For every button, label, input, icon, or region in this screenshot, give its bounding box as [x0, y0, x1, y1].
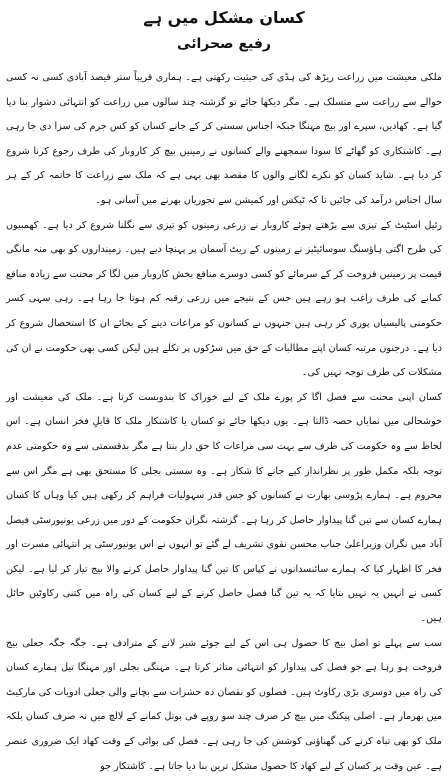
article-author: رفیع صحرائی	[177, 36, 271, 52]
article-paragraph: ملکی معیشت میں زراعت ریڑھ کی ہڈی کی حیثیت رکھتی ہے۔ ہماری قریباً ستر فیصد آبادی کسی نہ کسی حوالے سے زراعت سے منسلک ہے۔ مگر دیکھا جائے تو گزشتہ چند سالوں میں زراعت کو انتہائی دشوار بنا دیا گیا ہے۔ کھادیں، سپرے اور بیج مہنگا جبکہ اجناس سستی کر کے جانے کسان کو کس جرم کی سزا دی جا رہی ہے۔ کاشتکاری کو گھاٹے کا سودا سمجھنے والے کسانوں نے زمینیں بیچ کر کاروبار کی طرف رجوع کرنا شروع کر دیا ہے۔ شاید کسان کو نکرے لگانے والوں کا مقصد بھی یہی ہے کہ ملک سے زراعت کا خاتمہ کر کے ہر سال اجناس درآمد کی جائیں تا کہ ٹیکس اور کمیشن سے تجوریاں بھرنے میں آسانی ہو۔	[6, 72, 442, 206]
article-title: کسان مشکل میں ہے	[143, 8, 305, 27]
article-body	[6, 66, 442, 779]
article-paragraph: رئیل اسٹیٹ کے تیزی سے بڑھتے ہوئے کاروبار نے زرعی زمینوں کو تیزی سے نگلنا شروع کر دیا ہے۔ کھمبیوں کی طرح اگتی ہاؤسنگ سوسائیٹیز نے زمینوں کے ریٹ آسمان پر پہنچا دیے ہیں۔ زمینداروں کو بھی منہ مانگی قیمت پر زمینیں فروخت کر کے سرمائے کو کسی دوسرے منافع بخش کاروبار میں لگا کر محنت سے زیادہ منافع کمانے کی طرف راغب ہو رہے ہیں جس کے نتیجے میں زرعی رقبہ کم ہوتا جا رہا ہے۔ رہی سہی کسر حکومتی پالیسیاں پوری کر رہی ہیں جنہوں نے کسانوں کو مراعات دینے کے بجائے ان کا استحصال شروع کر دیا ہے۔ درجنوں مرتبہ کسان اپنے مطالبات کے حق میں سڑکوں پر نکلے ہیں لیکن کسی بھی حکومت نے ان کی مشکلات کی طرف توجہ نہیں کی۔	[6, 219, 442, 379]
article-paragraph: کسان اپنی محنت سے فصل اگا کر پورے ملک کے لیے خوراک کا بندوبست کرتا ہے۔ ملک کی معیشت اور خوشحالی میں نمایاں حصہ ڈالتا ہے۔ یوں دیکھا جائے تو کسان یا کاشتکار ملک کا قابلِ فخر انسان ہے۔ اس لحاظ سے وہ حکومت کی طرف سے بہت سی مراعات کا حق دار بنتا ہے مگر بدقسمتی سے وہ حکومتی عدم توجہ بلکہ مکمل طور پر نظرانداز کیے جانے کا شکار ہے۔ وہ سستی بجلی کا مستحق بھی ہے مگر اس سے محروم ہے۔ ہمارے پڑوسی بھارت نے کسانوں کو جس قدر سہولیات فراہم کر رکھی ہیں کیا وہاں کا کسان ہمارے کسان سے تین گنا پیداوار حاصل کر رہا ہے۔ گزشتہ نگران حکومت کے دور میں زرعی یونیورسٹی فیصل آباد میں نگران وزیراعلیٰ جناب محسن نقوی تشریف لے گئے تو انہوں نے اس یونیورسٹی پر انتہائی مسرت اور فخر کا اظہار کیا کہ ہمارے سائنسدانوں نے کپاس کا تین گنا پیداوار حاصل کرنے والا بیج تیار کر لیا ہے۔ لیکن کسی نے انہیں یہ نہیں بتایا کہ یہ تین گنا فصل حاصل کرنے کے لیے کسان کی راہ میں کتنی رکاوٹیں حائل ہیں۔	[6, 391, 442, 625]
article-paragraph: سب سے پہلے تو اصل بیج کا حصول ہی اس کے لیے جوئے شیر لانے کے مترادف ہے۔ جگہ جگہ جعلی بیج فروخت ہو رہا ہے جو فصل کی پیداوار کو انتہائی متاثر کرتا ہے۔ مہنگی بجلی اور مہنگا تیل ہمارے کسان کی راہ میں دوسری بڑی رکاوٹ ہیں۔ فصلوں کو نقصان دہ حشرات سے بچانے والی جعلی ادویات کی مارکیٹ میں بھرمار ہے۔ اصلی پیکنگ میں بیچ کر صرف چند سو روپے فی بوتل کمانے کے لالچ میں نہ صرف کسان بلکہ ملک کو بھی تباہ کرنے کی گھناؤنی کوشش کی جا رہی ہے۔ فصل کی بوائی کے وقت کھاد ایک ضروری عنصر ہے۔ عین وقت پر کسان کے لیے کھاد کا حصول مشکل ترین بنا دیا جاتا ہے۔ کاشتکار جو	[6, 637, 442, 772]
